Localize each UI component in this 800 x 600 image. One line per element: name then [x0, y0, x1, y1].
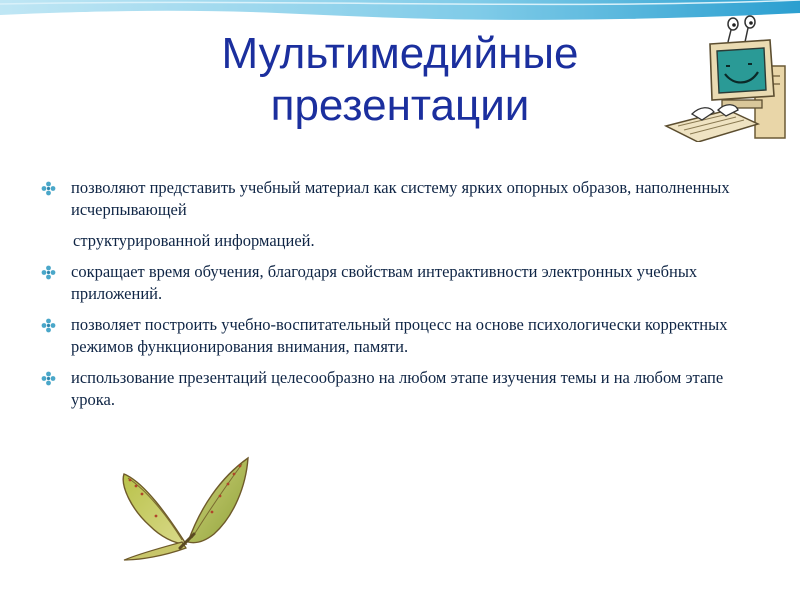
bullet-text: позволяют представить учебный материал как систему ярких опорных образов, наполненных исчерпывающей	[71, 178, 730, 219]
slide-title	[160, 28, 640, 132]
list-item	[40, 314, 730, 358]
bullet-text: сокращает время обучения, благодаря свойствам интерактивности электронных учебных приложений.	[71, 262, 698, 303]
diamond-flower-icon	[41, 265, 56, 280]
slide-title-line-2: презентации	[270, 81, 530, 130]
butterfly-icon	[116, 456, 252, 562]
bullet-continuation: структурированной информацией.	[73, 231, 315, 250]
list-item	[40, 367, 730, 411]
slide-title-line-1: Мультимедийные	[221, 29, 579, 78]
bullet-list	[40, 177, 730, 420]
list-item	[40, 261, 730, 305]
cartoon-computer-icon	[662, 14, 788, 142]
diamond-flower-icon	[41, 181, 56, 196]
bullet-text: позволяет построить учебно-воспитательный процесс на основе психологически корректных режимов функционирования внимания, памяти.	[71, 315, 728, 356]
bullet-text: использование презентаций целесообразно на любом этапе изучения темы и на любом этапе урока.	[71, 368, 724, 409]
diamond-flower-icon	[41, 318, 56, 333]
list-item	[40, 177, 730, 252]
diamond-flower-icon	[41, 371, 56, 386]
